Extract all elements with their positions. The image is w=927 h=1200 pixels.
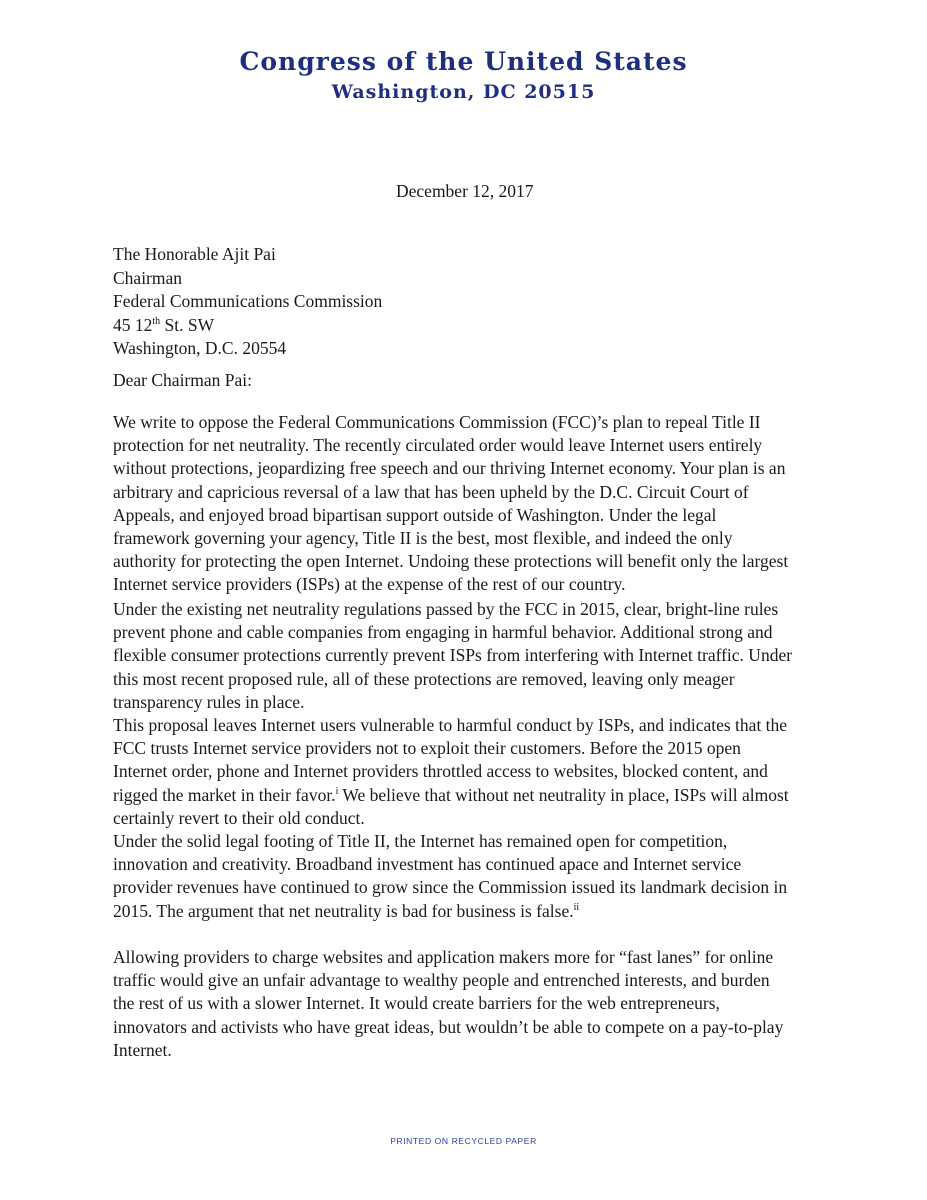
salutation: Dear Chairman Pai:: [113, 370, 252, 390]
street-ordinal: th: [152, 315, 161, 327]
line-text: We believe that without net neutrality in place, ISPs will almost: [338, 784, 789, 805]
line-text: rigged the market in their favor.: [113, 784, 336, 805]
paragraph-line: Under the solid legal footing of Title II, the Internet has remained open for competition,: [113, 831, 728, 851]
paragraph-line: authority for protecting the open Internet. Undoing these protections will benefit only the largest: [113, 551, 789, 572]
paragraph-line: Appeals, and enjoyed broad bipartisan support outside of Washington. Under the legal: [113, 504, 717, 525]
paragraph-line: innovators and activists who have great ideas, but wouldn’t be able to compete on a pay-to-play: [113, 1016, 784, 1037]
paragraph-line: [113, 900, 833, 923]
letterhead: [0, 46, 927, 105]
paragraph-line: FCC trusts Internet service providers not to exploit their customers. Before the 2015 open: [113, 738, 741, 759]
paragraph-line: transparency rules in place.: [113, 691, 305, 712]
paragraph-line: We write to oppose the Federal Communications Commission (FCC)’s plan to repeal Title II: [113, 412, 761, 432]
endnote-marker-ii: ii: [573, 901, 580, 913]
paragraph-line: Allowing providers to charge websites and application makers more for “fast lanes” for online: [113, 947, 774, 967]
paragraph-line: protection for net neutrality. The recently circulated order would leave Internet users entirely: [113, 435, 763, 456]
recycled-paper-footer: PRINTED ON RECYCLED PAPER: [390, 1136, 537, 1146]
paragraph-line: This proposal leaves Internet users vulnerable to harmful conduct by ISPs, and indicates that the: [113, 715, 788, 735]
paragraph-1: [113, 411, 833, 597]
paragraph-4: [113, 830, 833, 923]
line-text: 2015. The argument that net neutrality is bad for business is false.: [113, 900, 574, 921]
recipient-block: [113, 243, 382, 361]
paragraph-line: traffic would give an unfair advantage to wealthy people and entrenched interests, and burden: [113, 970, 770, 991]
paragraph-line: [113, 784, 833, 807]
paragraph-line: Internet service providers (ISPs) at the expense of the rest of our country.: [113, 574, 626, 595]
paragraph-line: Internet order, phone and Internet providers throttled access to websites, blocked content, and: [113, 761, 768, 782]
paragraph-line: innovation and creativity. Broadband investment has continued apace and Internet service: [113, 854, 742, 875]
paragraph-line: flexible consumer protections currently prevent ISPs from interfering with Internet traffic. Under: [113, 645, 793, 666]
paragraph-line: prevent phone and cable companies from engaging in harmful behavior. Additional strong and: [113, 622, 773, 643]
recipient-street: [113, 314, 382, 338]
paragraph-5: [113, 946, 833, 1062]
recipient-city: Washington, D.C. 20554: [113, 338, 287, 358]
endnote-marker-i: i: [335, 785, 339, 797]
paragraph-line: Under the existing net neutrality regulations passed by the FCC in 2015, clear, bright-line rules: [113, 599, 779, 619]
paragraph-line: Internet.: [113, 1039, 172, 1060]
paragraph-2: [113, 598, 833, 714]
paragraph-line: framework governing your agency, Title II is the best, most flexible, and indeed the only: [113, 528, 733, 549]
paragraph-line: without protections, jeopardizing free speech and our thriving Internet economy. Your plan is an: [113, 458, 786, 479]
recipient-name: The Honorable Ajit Pai: [113, 244, 276, 264]
paragraph-line: the rest of us with a slower Internet. It would create barriers for the web entrepreneurs,: [113, 993, 720, 1014]
paragraph-3: [113, 714, 833, 830]
letter-date: December 12, 2017: [396, 181, 534, 201]
paragraph-line: arbitrary and capricious reversal of a law that has been upheld by the D.C. Circuit Court of: [113, 481, 749, 502]
recipient-title: Chairman: [113, 267, 183, 288]
letterhead-address: Washington, DC 20515: [331, 81, 596, 103]
letterhead-title: Congress of the United States: [239, 47, 688, 76]
paragraph-line: certainly revert to their old conduct.: [113, 807, 365, 828]
paragraph-line: provider revenues have continued to grow since the Commission issued its landmark decision in: [113, 877, 788, 898]
street-number: 45 12: [113, 314, 153, 335]
recipient-organization: Federal Communications Commission: [113, 291, 383, 311]
street-rest: St. SW: [160, 314, 215, 335]
paragraph-line: this most recent proposed rule, all of these protections are removed, leaving only meager: [113, 668, 735, 689]
